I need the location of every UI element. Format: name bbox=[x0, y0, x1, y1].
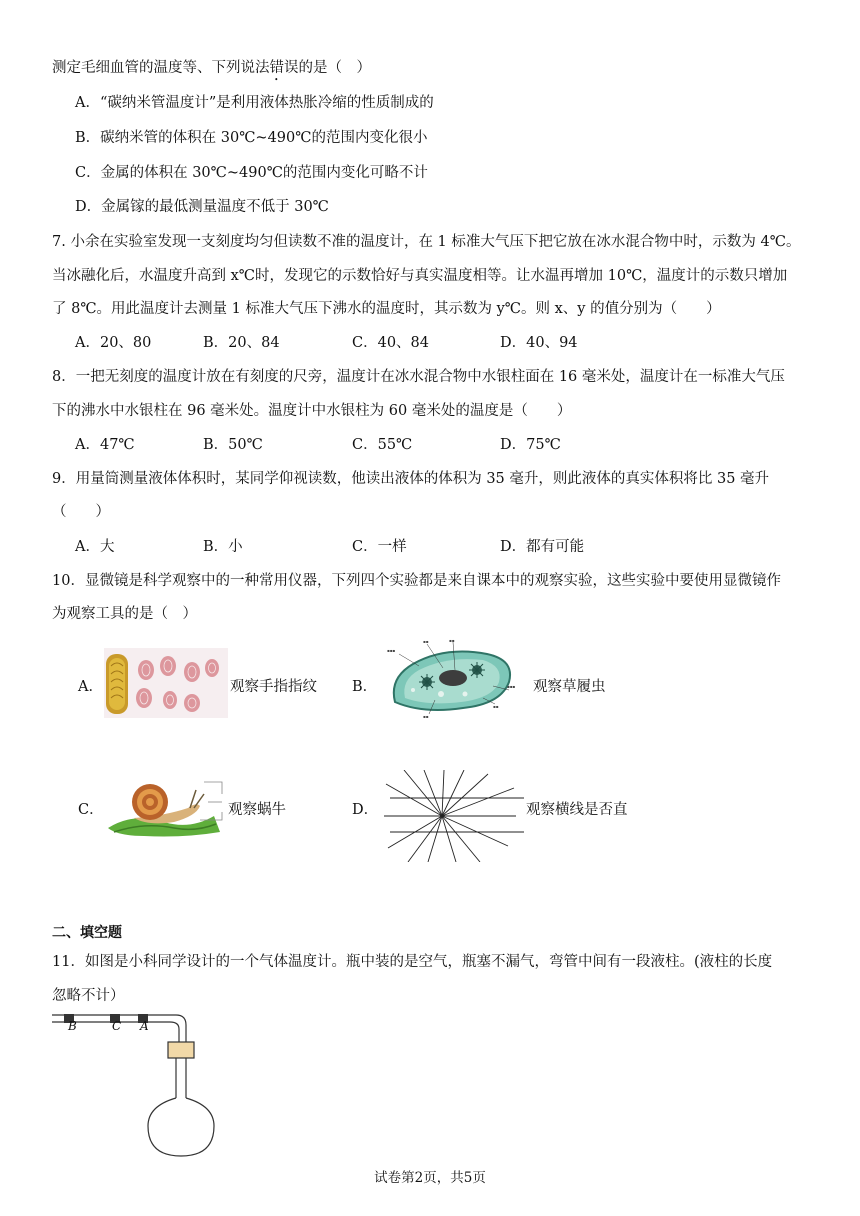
svg-text:▪▪: ▪▪ bbox=[423, 714, 429, 719]
tube-label-c: C bbox=[112, 1019, 122, 1033]
q10-option-b-caption: 观察草履虫 bbox=[533, 679, 606, 695]
svg-text:▪▪▪: ▪▪▪ bbox=[507, 684, 516, 689]
q10-option-a-caption: 观察手指指纹 bbox=[230, 679, 317, 695]
q6-stem-part: 测定毛细血管的温度等、下列说法 bbox=[52, 60, 270, 76]
svg-text:▪▪: ▪▪ bbox=[493, 704, 499, 709]
q6-option-b: B．碳纳米管的体积在 30℃~490℃的范围内变化很小 bbox=[75, 130, 428, 146]
q7-stem-line: 7. 小余在实验室发现一支刻度均匀但读数不准的温度计，在 1 标准大气压下把它放在冰水混合物中时，示数为 4℃。 bbox=[52, 234, 801, 250]
q10-stem-line: 为观察工具的是（ ） bbox=[52, 606, 197, 622]
q7-stem-line: 了 8℃。用此温度计去测量 1 标准大气压下沸水的温度时，其示数为 y℃。则 x、y 的值分别为（ ） bbox=[52, 301, 721, 317]
tube-label-a: A bbox=[140, 1019, 149, 1033]
section-title: 二、填空题 bbox=[52, 925, 122, 941]
q6-stem-emphasis: 错 bbox=[269, 60, 284, 76]
fingerprint-image bbox=[104, 648, 228, 718]
line-illusion-image bbox=[384, 770, 524, 862]
q8-option-c: C．55℃ bbox=[352, 437, 413, 453]
q8-option-d: D．75℃ bbox=[500, 437, 561, 453]
q6-option-d: D．金属镓的最低测量温度不低于 30℃ bbox=[75, 199, 329, 215]
q7-stem-line: 当冰融化后，水温度升高到 x℃时，发现它的示数恰好与真实温度相等。让水温再增加 10℃，温度计的示数只增加 bbox=[52, 268, 788, 284]
snail-image bbox=[104, 772, 224, 838]
q11-stem-line: 11．如图是小科同学设计的一个气体温度计。瓶中装的是空气，瓶塞不漏气，弯管中间有一段液柱。(液柱的长度 bbox=[52, 954, 773, 970]
q6-option-c: C．金属的体积在 30℃~490℃的范围内变化可略不计 bbox=[75, 165, 428, 181]
q10-option-a-letter: A． bbox=[78, 679, 103, 695]
q6-stem bbox=[52, 56, 371, 84]
q10-option-d-letter: D． bbox=[352, 802, 379, 818]
q9-option-c: C．一样 bbox=[352, 539, 407, 555]
q9-stem-line: （ ） bbox=[52, 504, 110, 520]
q10-option-c-letter: C． bbox=[78, 802, 104, 818]
q10-option-c-caption: 观察蜗牛 bbox=[228, 802, 286, 818]
q9-stem-line: 9．用量筒测量液体体积时，某同学仰视读数，他读出液体的体积为 35 毫升，则此液体的真实体积将比 35 毫升 bbox=[52, 471, 770, 487]
q9-option-d: D．都有可能 bbox=[500, 539, 585, 555]
q10-stem-line: 10．显微镜是科学观察中的一种常用仪器，下列四个实验都是来自课本中的观察实验，这些实验中要使用显微镜作 bbox=[52, 573, 781, 589]
page-footer: 试卷第2页，共5页 bbox=[374, 1170, 486, 1186]
q7-option-d: D．40、94 bbox=[500, 335, 578, 351]
paramecium-image bbox=[383, 638, 523, 720]
q11-stem-line: 忽略不计） bbox=[52, 988, 125, 1004]
q8-option-a: A．47℃ bbox=[75, 437, 135, 453]
q10-option-b-letter: B． bbox=[352, 679, 378, 695]
tube-label-b: B bbox=[68, 1019, 77, 1033]
q10-option-d-caption: 观察横线是否直 bbox=[526, 802, 628, 818]
q7-option-c: C．40、84 bbox=[352, 335, 429, 351]
svg-text:▪▪: ▪▪ bbox=[423, 639, 429, 644]
q7-option-a: A．20、80 bbox=[75, 335, 152, 351]
q8-stem-line: 8．一把无刻度的温度计放在有刻度的尺旁，温度计在冰水混合物中水银柱面在 16 毫米处，温度计在一标准大气压 bbox=[52, 369, 785, 385]
q9-option-a: A．大 bbox=[75, 539, 115, 555]
svg-text:▪▪▪: ▪▪▪ bbox=[387, 648, 396, 653]
q6-stem-part: 误的是（ ） bbox=[284, 60, 371, 76]
q9-option-b: B．小 bbox=[203, 539, 243, 555]
q8-option-b: B．50℃ bbox=[203, 437, 263, 453]
svg-text:▪▪: ▪▪ bbox=[449, 638, 455, 643]
q8-stem-line: 下的沸水中水银柱在 96 毫米处。温度计中水银柱为 60 毫米处的温度是（ ） bbox=[52, 403, 572, 419]
q7-option-b: B．20、84 bbox=[203, 335, 280, 351]
q6-option-a: A．“碳纳米管温度计”是利用液体热胀冷缩的性质制成的 bbox=[75, 95, 434, 111]
